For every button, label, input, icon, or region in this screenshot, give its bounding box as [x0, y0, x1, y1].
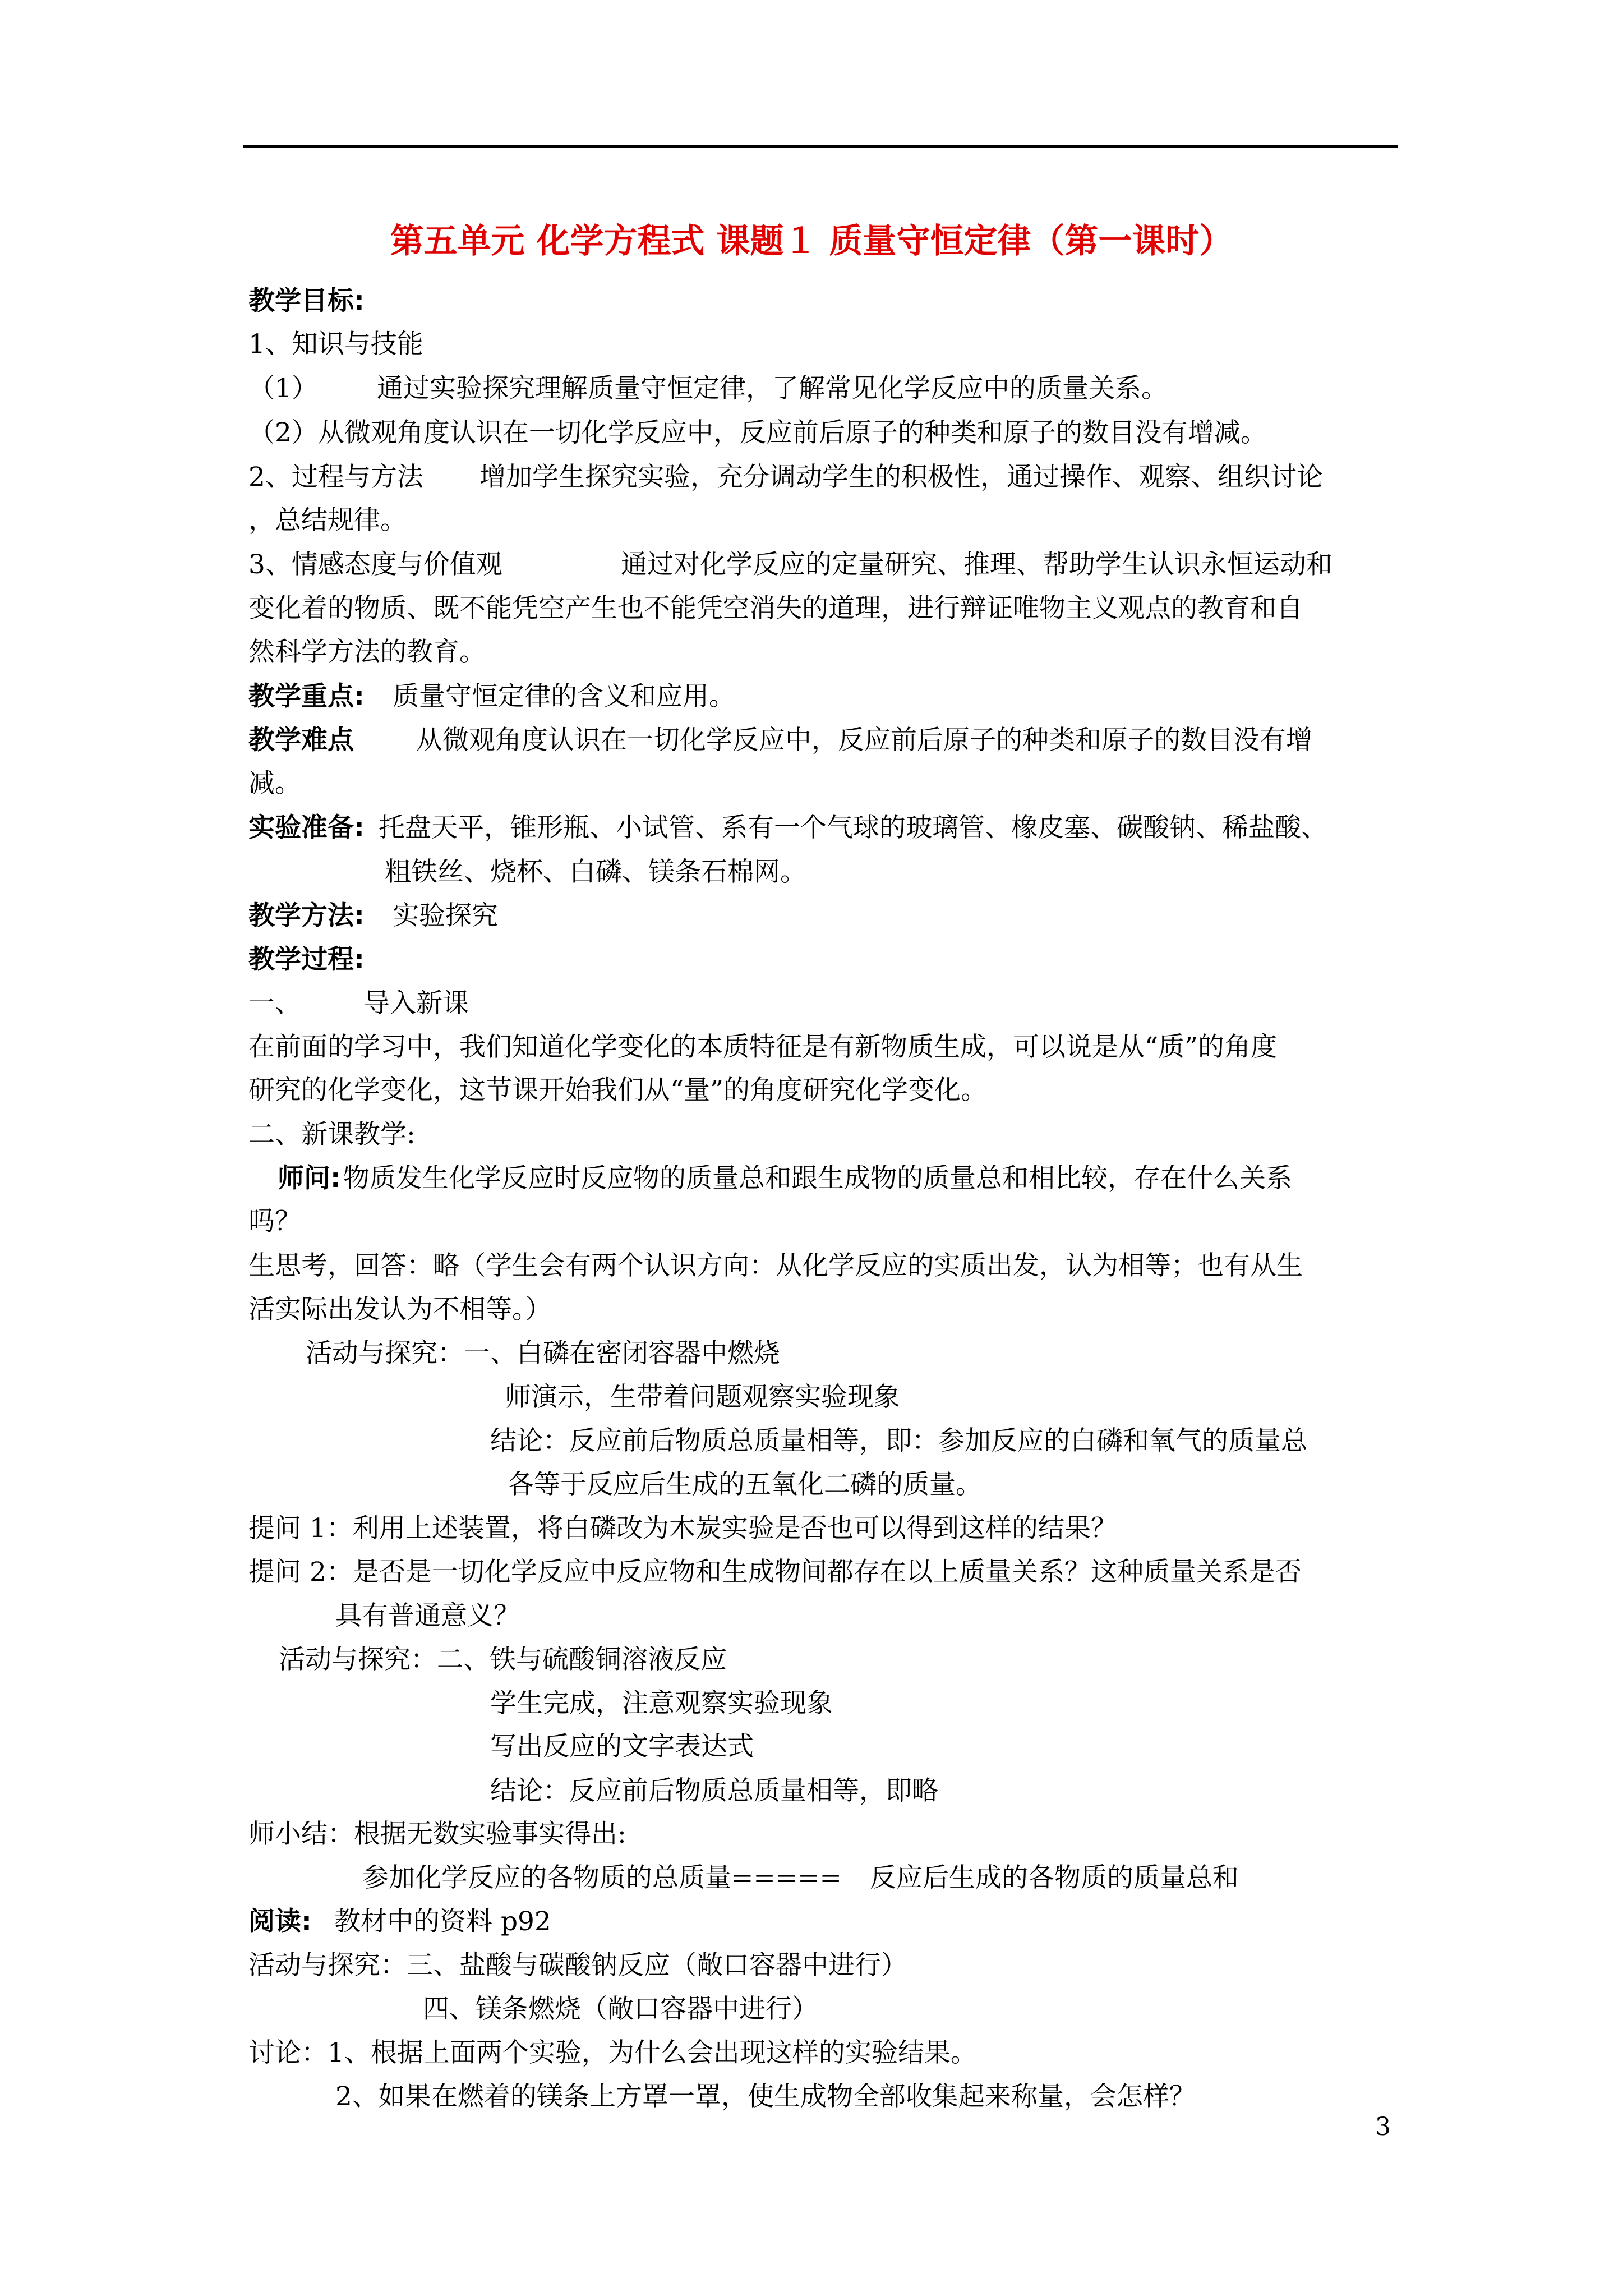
new-lesson-heading: 二、新课教学:	[248, 1119, 416, 1150]
activity-2: 活动与探究：二、铁与硫酸铜溶液反应	[279, 1644, 727, 1675]
knowledge-heading: 1、知识与技能	[248, 329, 423, 360]
question-1: 提问 1：利用上述装置，将白磷改为木炭实验是否也可以得到这样的结果？	[248, 1513, 1117, 1544]
method-label: 教学方法:	[248, 900, 365, 931]
law-right: 反应后生成的各物质的质量总和	[870, 1862, 1239, 1893]
activity-2-conclusion: 结论：反应前后物质总质量相等，即略	[490, 1775, 938, 1806]
discussion-1: 讨论：1、根据上面两个实验，为什么会出现这样的实验结果。	[248, 2037, 977, 2068]
difficulty-text-2: 减。	[248, 768, 301, 799]
goal-k1-number: （1）	[248, 373, 318, 404]
teacher-question-2: 吗？	[248, 1206, 301, 1237]
difficulty-label: 教学难点	[248, 725, 354, 756]
goal-k2-text: （2）从微观角度认识在一切化学反应中，反应前后原子的种类和原子的数目没有增减。	[248, 417, 1267, 448]
reading-label: 阅读:	[248, 1906, 312, 1937]
goal-k1-text: 通过实验探究理解质量守恒定律，了解常见化学反应中的质量关系。	[377, 373, 1168, 404]
process-label: 2、过程与方法	[248, 462, 423, 493]
page-number: 3	[1375, 2113, 1391, 2141]
prep-text-1: 托盘天平，锥形瓶、小试管、系有一个气球的玻璃管、橡皮塞、碳酸钠、稀盐酸、	[379, 812, 1327, 843]
goals-heading: 教学目标:	[248, 286, 365, 316]
intro-heading: 导入新课	[363, 988, 469, 1019]
method-text: 实验探究	[393, 900, 498, 931]
activity-1-conclusion-cont: 各等于反应后生成的五氧化二磷的质量。	[508, 1469, 982, 1500]
teacher-question-label: 师问:	[278, 1163, 341, 1194]
discussion-2: 2、如果在燃着的镁条上方罩一罩，使生成物全部收集起来称量，会怎样？	[335, 2081, 1196, 2112]
attitude-label: 3、情感态度与价值观	[248, 549, 502, 580]
intro-paragraph-1: 在前面的学习中，我们知道化学变化的本质特征是有新物质生成，可以说是从“质”的角度	[248, 1032, 1278, 1062]
attitude-text-3: 然科学方法的教育。	[248, 637, 486, 668]
reading-text: 教材中的资料 p92	[334, 1906, 551, 1937]
law-left: 参加化学反应的各物质的总质量=====	[362, 1862, 842, 1893]
student-answer-1: 生思考，回答：略（学生会有两个认识方向：从化学反应的实质出发，认为相等；也有从生	[248, 1250, 1303, 1281]
activity-3: 活动与探究：三、盐酸与碳酸钠反应（敞口容器中进行）	[248, 1950, 907, 1981]
question-2: 提问 2：是否是一切化学反应中反应物和生成物间都存在以上质量关系？这种质量关系是否	[248, 1557, 1302, 1588]
activity-2-step-2: 写出反应的文字表达式	[490, 1731, 754, 1762]
intro-paragraph-2: 研究的化学变化，这节课开始我们从“量”的角度研究化学变化。	[248, 1075, 988, 1106]
activity-2-step-1: 学生完成，注意观察实验现象	[490, 1688, 833, 1719]
teacher-summary: 师小结：根据无数实验事实得出:	[248, 1819, 626, 1849]
activity-1-demo: 师演示，生带着问题观察实验现象	[505, 1382, 900, 1412]
teacher-question-1: 物质发生化学反应时反应物的质量总和跟生成物的质量总和相比较，存在什么关系	[343, 1163, 1292, 1194]
intro-number: 一、	[248, 988, 301, 1019]
prep-text-2: 粗铁丝、烧杯、白磷、镁条石棉网。	[385, 857, 806, 887]
difficulty-text-1: 从微观角度认识在一切化学反应中，反应前后原子的种类和原子的数目没有增	[416, 725, 1312, 756]
activity-4: 四、镁条燃烧（敞口容器中进行）	[423, 1994, 818, 2024]
activity-1: 活动与探究：一、白磷在密闭容器中燃烧	[306, 1338, 780, 1369]
header-rule	[243, 145, 1398, 148]
question-2-cont: 具有普通意义？	[335, 1600, 520, 1631]
key-point-text: 质量守恒定律的含义和应用。	[393, 681, 735, 712]
key-point-label: 教学重点:	[248, 681, 365, 712]
page-title: 第五单元 化学方程式 课题１ 质量守恒定律（第一课时）	[390, 222, 1233, 261]
process-text: 增加学生探究实验，充分调动学生的积极性，通过操作、观察、组织讨论	[479, 462, 1323, 493]
attitude-text-1: 通过对化学反应的定量研究、推理、帮助学生认识永恒运动和	[621, 549, 1332, 580]
prep-label: 实验准备:	[248, 812, 365, 843]
student-answer-2: 活实际出发认为不相等。）	[248, 1294, 552, 1325]
activity-1-conclusion: 结论：反应前后物质总质量相等，即：参加反应的白磷和氧气的质量总	[490, 1425, 1307, 1456]
attitude-text-2: 变化着的物质、既不能凭空产生也不能凭空消失的道理，进行辩证唯物主义观点的教育和自	[248, 593, 1303, 624]
process-heading: 教学过程:	[248, 944, 365, 975]
process-text-cont: ，总结规律。	[248, 505, 407, 536]
